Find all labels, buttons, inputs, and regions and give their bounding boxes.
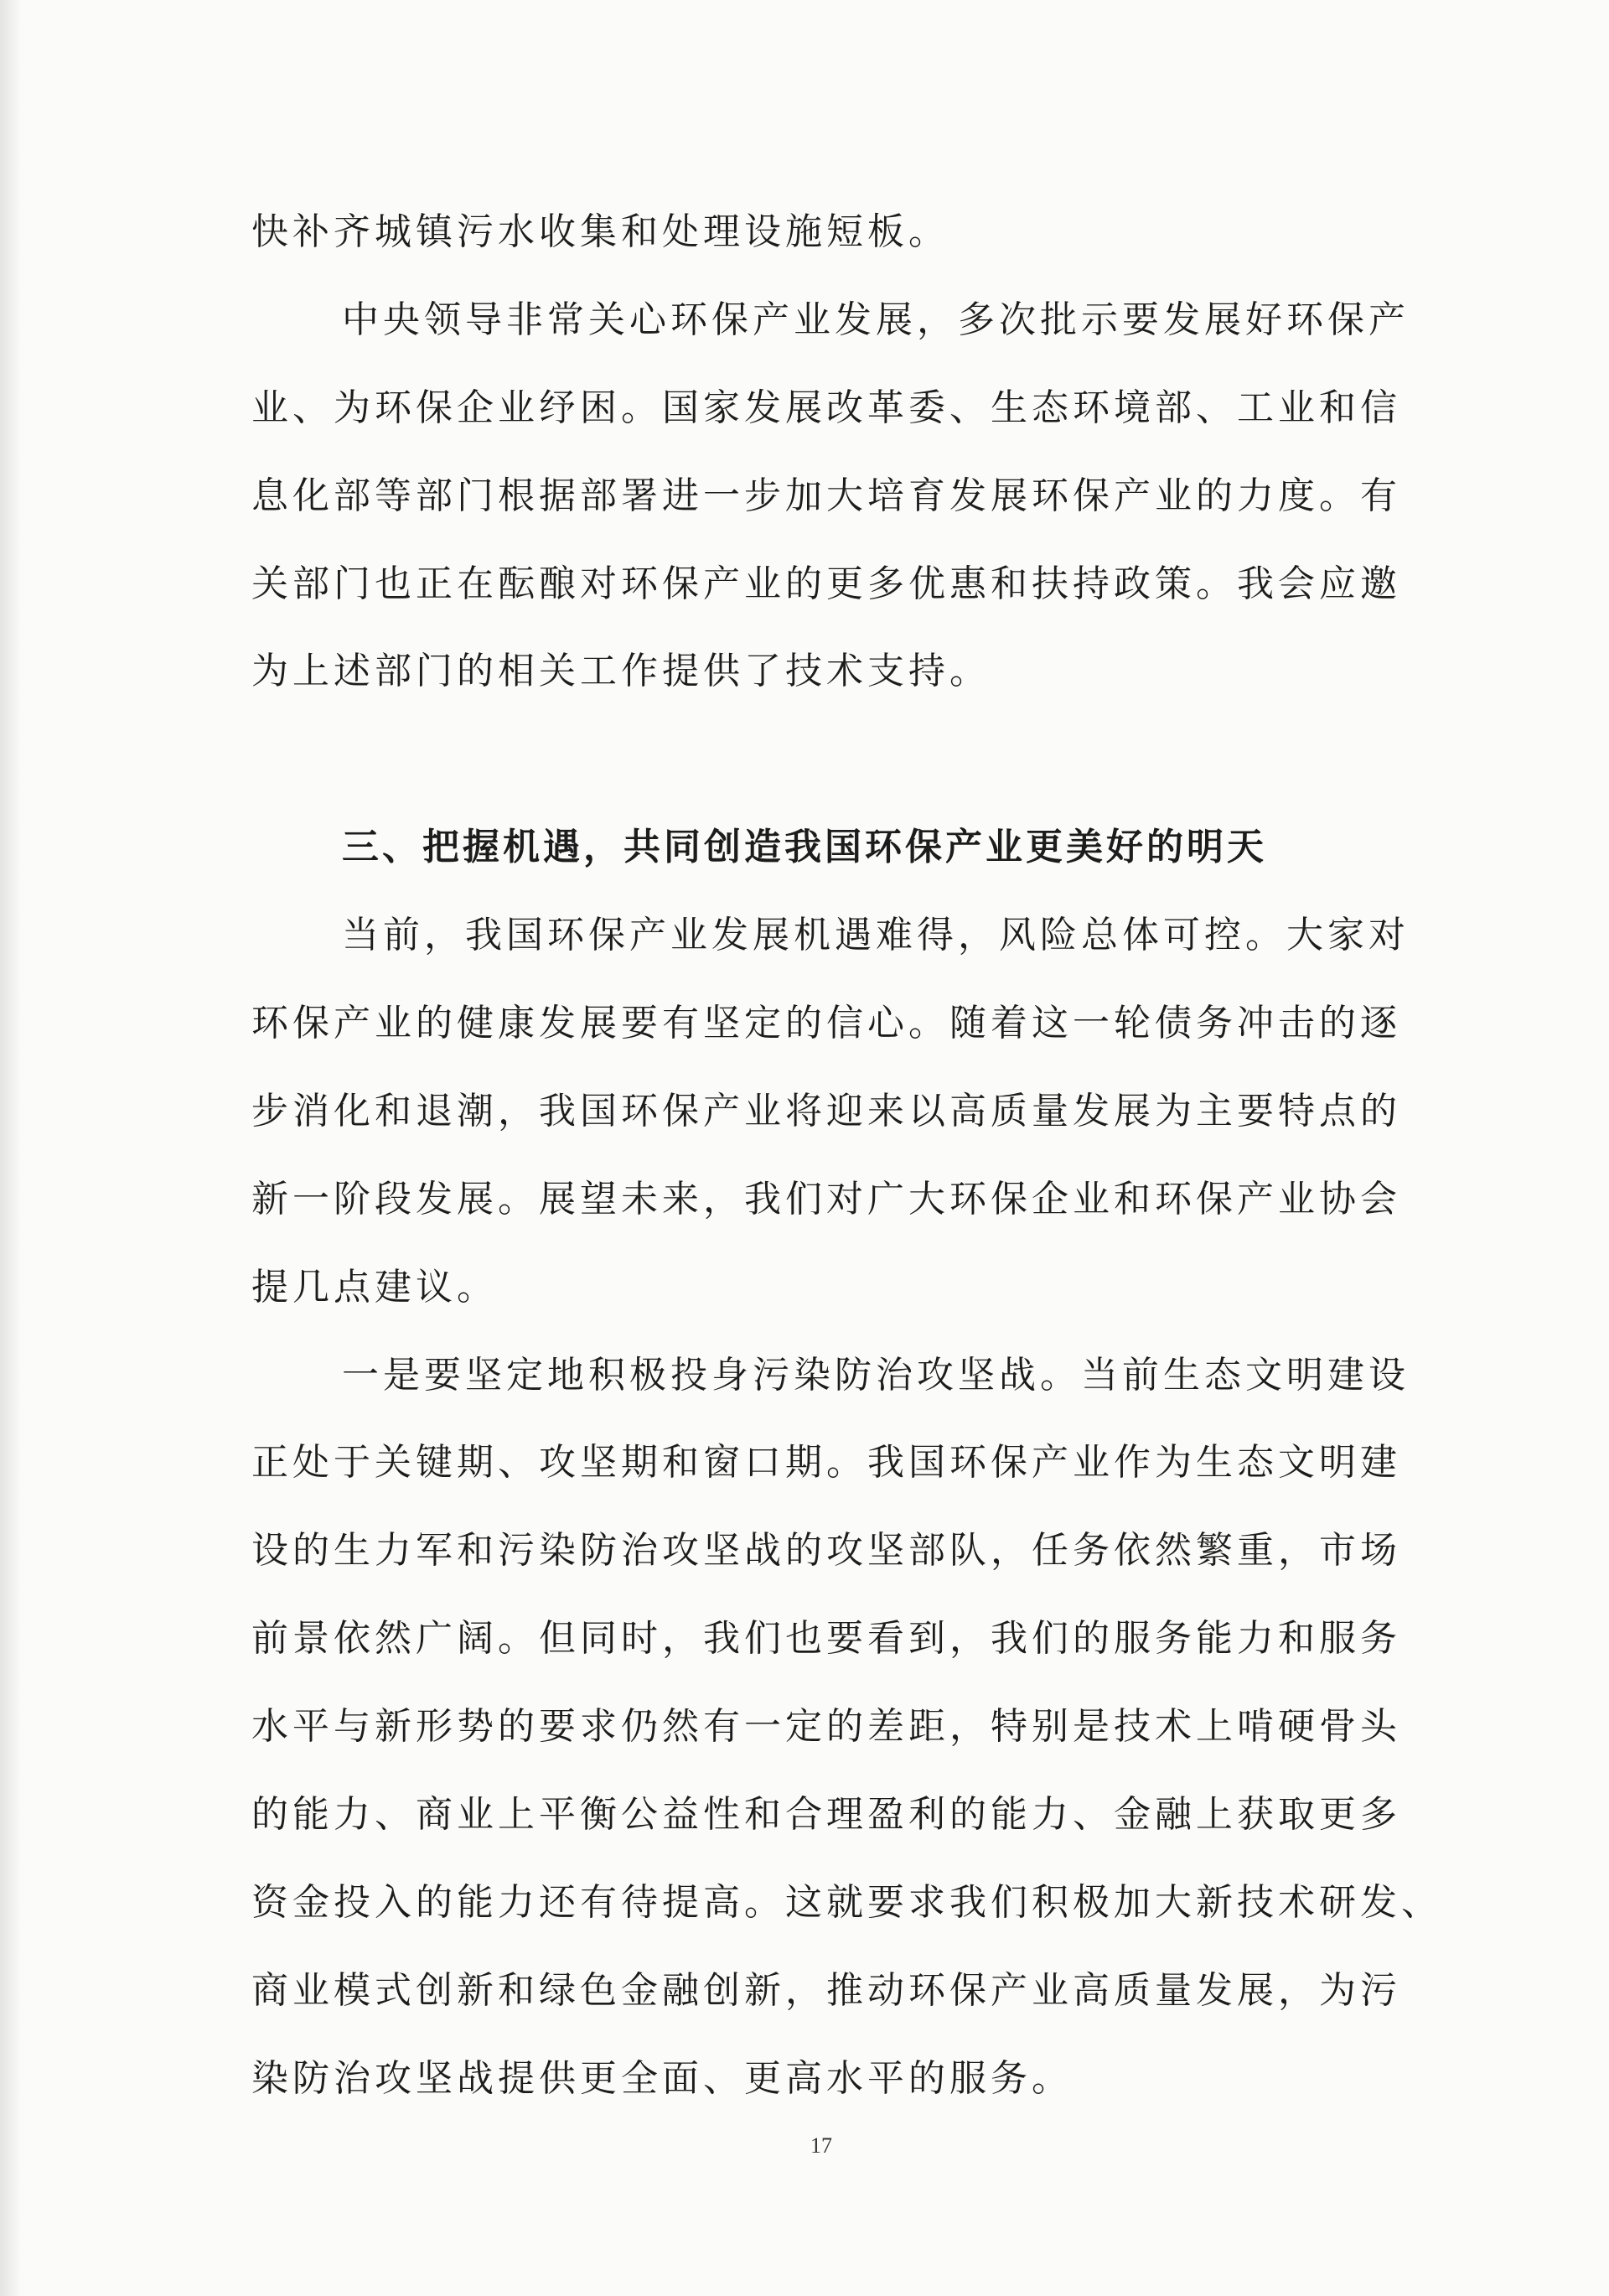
text-line: 步消化和退潮，我国环保产业将迎来以高质量发展为主要特点的	[251, 1089, 1401, 1132]
scan-edge-shadow	[0, 0, 22, 2296]
section-heading: 三、把握机遇，共同创造我国环保产业更美好的明天	[342, 826, 1267, 869]
text-line: 前景依然广阔。但同时，我们也要看到，我们的服务能力和服务	[251, 1617, 1401, 1661]
text-line: 环保产业的健康发展要有坚定的信心。随着这一轮债务冲击的逐	[251, 1002, 1401, 1045]
text-line: 息化部等部门根据部署进一步加大培育发展环保产业的力度。有	[251, 474, 1401, 517]
page-number: 17	[810, 2133, 832, 2158]
text-line: 新一阶段发展。展望未来，我们对广大环保企业和环保产业协会	[251, 1177, 1401, 1221]
text-line: 业、为环保企业纾困。国家发展改革委、生态环境部、工业和信	[251, 386, 1401, 429]
document-body	[251, 189, 1442, 2123]
text-line: 商业模式创新和绿色金融创新，推动环保产业高质量发展，为污	[251, 1968, 1401, 2012]
paragraph-start-line: 一是要坚定地积极投身污染防治攻坚战。当前生态文明建设	[342, 1353, 1410, 1397]
text-line: 正处于关键期、攻坚期和窗口期。我国环保产业作为生态文明建	[251, 1441, 1401, 1485]
text-line: 的能力、商业上平衡公益性和合理盈利的能力、金融上获取更多	[251, 1793, 1401, 1837]
paragraph-start-line: 当前，我国环保产业发展机遇难得，风险总体可控。大家对	[342, 914, 1410, 957]
text-line: 水平与新形势的要求仍然有一定的差距，特别是技术上啃硬骨头	[251, 1705, 1401, 1749]
text-line: 关部门也正在酝酿对环保产业的更多优惠和扶持政策。我会应邀	[251, 562, 1401, 605]
text-line: 提几点建议。	[251, 1265, 498, 1309]
text-line: 设的生力军和污染防治攻坚战的攻坚部队，任务依然繁重，市场	[251, 1529, 1401, 1573]
paragraph-start-line: 中央领导非常关心环保产业发展，多次批示要发展好环保产	[342, 298, 1410, 341]
section-gap	[251, 716, 1425, 804]
text-line: 染防治攻坚战提供更全面、更高水平的服务。	[251, 2056, 1073, 2100]
text-line: 快补齐城镇污水收集和处理设施短板。	[251, 210, 949, 253]
text-line: 资金投入的能力还有待提高。这就要求我们积极加大新技术研发、	[251, 1880, 1442, 1924]
text-line: 为上述部门的相关工作提供了技术支持。	[251, 650, 991, 693]
